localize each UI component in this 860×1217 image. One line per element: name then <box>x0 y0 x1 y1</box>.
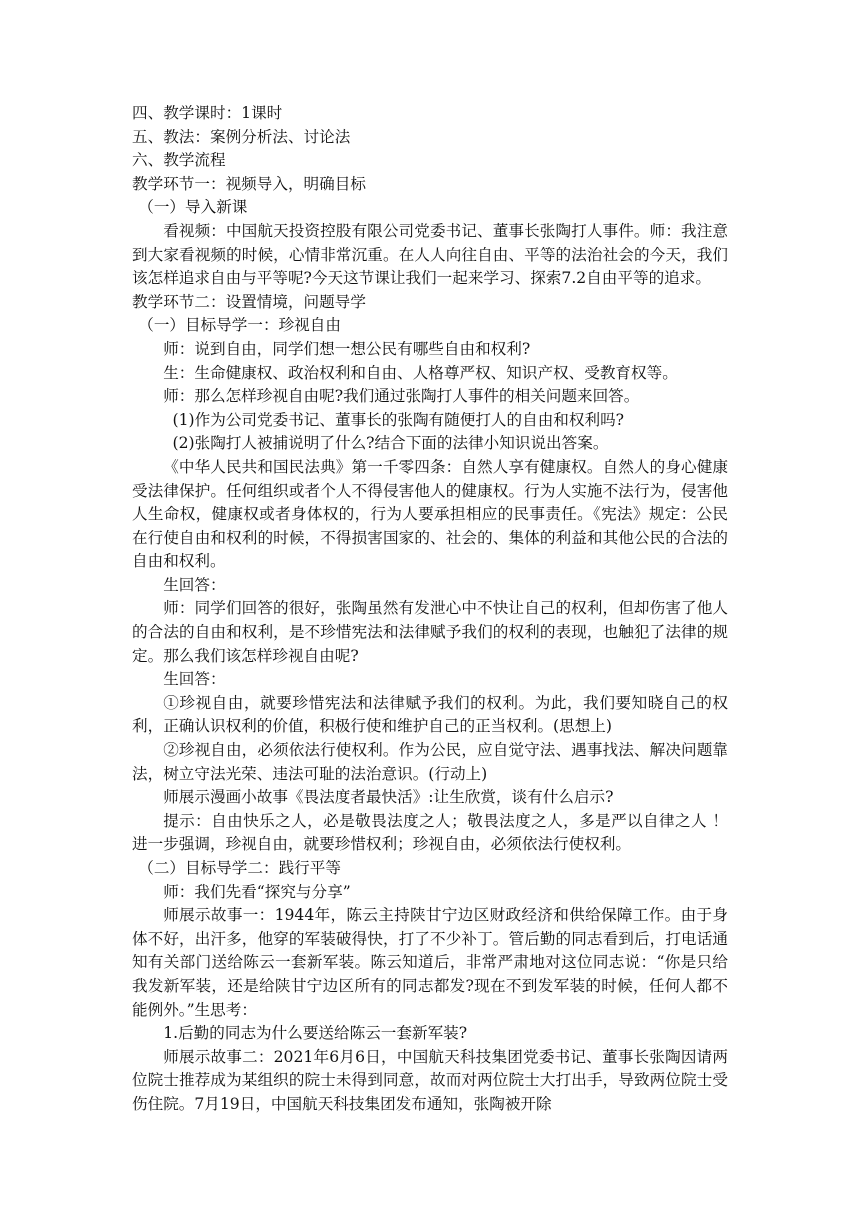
subheading-intro: （一）导入新课 <box>138 198 248 217</box>
stage-heading-one: 教学环节一：视频导入，明确目标 <box>132 174 366 193</box>
paragraph-point-2: ②珍视自由，必须依法行使权利。作为公民，应自觉守法、遇事找法、解决问题靠法，树立守法光荣、违法可耻的法治意识。(行动上) <box>132 741 728 783</box>
paragraph-student-reply-2: 生回答： <box>163 670 226 689</box>
section-heading-lesson-hours: 四、教学课时：1课时 <box>132 104 283 122</box>
section-heading-teaching-process: 六、教学流程 <box>132 151 226 170</box>
paragraph-student-reply-1: 生回答： <box>163 575 226 594</box>
paragraph-story-two: 师展示故事二：2021年6月6日，中国航天科技集团党委书记、董事长张陶因请两位院士推荐成为某组织的院士未得到同意，故而对两位院士大打出手，导致两位院士受伤住院。7月19日，中国航天科技集团发布通知，张陶被开除 <box>132 1047 728 1113</box>
paragraph-video-intro: 看视频：中国航天投资控股有限公司党委书记、董事长张陶打人事件。师：我注意到大家看视频的时候，心情非常沉重。在人人向往自由、平等的法治社会的今天，我们该怎样追求自由与平等呢?今天这节课让我们一起来学习、探索7.2自由平等的追求。 <box>132 221 728 288</box>
paragraph-comic-story: 师展示漫画小故事《畏法度者最快活》:让生欣赏，谈有什么启示? <box>163 788 614 807</box>
section-heading-teaching-method: 五、教法：案例分析法、讨论法 <box>132 127 351 146</box>
subheading-goal-one: （一）目标导学一：珍视自由 <box>138 316 341 335</box>
paragraph-explore-share: 师：我们先看“探究与分享” <box>163 882 351 901</box>
paragraph-point-1: ①珍视自由，就要珍惜宪法和法律赋予我们的权利。为此，我们要知晓自己的权利，正确认识权利的价值，积极行使和维护自己的正当权利。(思想上) <box>132 693 728 736</box>
paragraph-story-one: 师展示故事一：1944年，陈云主持陕甘宁边区财政经济和供给保障工作。由于身体不好，出汗多，他穿的军装破得快，打了不少补丁。管后勤的同志看到后，打电话通知有关部门送给陈云一套新军装。陈云知道后，非常严肃地对这位同志说：“你是只给我发新军装，还是给陕甘宁边区所有的同志都发?现在不到发军装的时候，任何人都不能例外。”生思考： <box>132 906 728 1019</box>
paragraph-teacher-summary: 师：同学们回答的很好，张陶虽然有发泄心中不快让自己的权利，但却伤害了他人的合法的自由和权利，是不珍惜宪法和法律赋予我们的权利的表现，也触犯了法律的规定。那么我们该怎样珍视自由呢? <box>132 599 728 665</box>
paragraph-teacher-how: 师：那么怎样珍视自由呢?我们通过张陶打人事件的相关问题来回答。 <box>163 387 640 406</box>
document-body <box>132 102 728 1117</box>
question-item-1: (1)作为公司党委书记、董事长的张陶有随便打人的自由和权利吗? <box>172 410 625 429</box>
paragraph-student-answer: 生：生命健康权、政治权利和自由、人格尊严权、知识产权、受教育权等。 <box>163 363 678 382</box>
subheading-goal-two: （二）目标导学二：践行平等 <box>138 859 341 877</box>
stage-heading-two: 教学环节二：设置情境，问题导学 <box>132 292 366 311</box>
paragraph-hint: 提示：自由快乐之人，必是敬畏法度之人；敬畏法度之人，多是严以自律之人 ！进一步强调，珍视自由，就要珍惜权利；珍视自由，必须依法行使权利。 <box>132 811 728 854</box>
paragraph-teacher-question: 师：说到自由，同学们想一想公民有哪些自由和权利? <box>163 339 531 358</box>
question-item-2: (2)张陶打人被捕说明了什么?结合下面的法律小知识说出答案。 <box>172 434 609 453</box>
question-logistics: 1.后勤的同志为什么要送给陈云一套新军装? <box>163 1024 468 1043</box>
paragraph-civil-code: 《中华人民共和国民法典》第一千零四条：自然人享有健康权。自然人的身心健康受法律保护。任何组织或者个人不得侵害他人的健康权。行为人实施不法行为，侵害他人生命权，健康权或者身体权的，行为人要承担相应的民事责任。《宪法》规定：公民在行使自由和权利的时候，不得损害国家的、社会的、集体的利益和其他公民的合法的自由和权利。 <box>132 457 728 571</box>
